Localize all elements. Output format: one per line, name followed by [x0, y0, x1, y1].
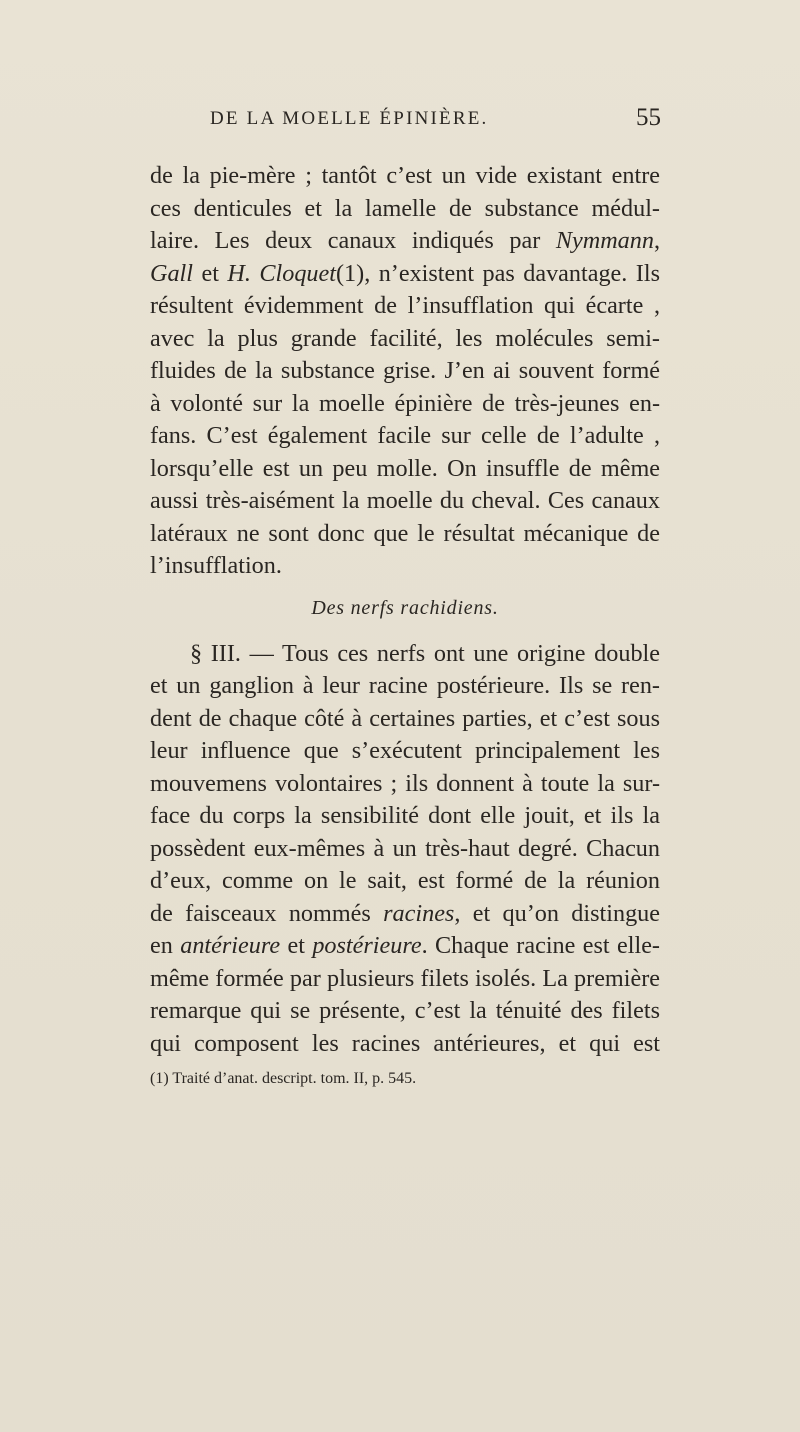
main-text — [150, 160, 660, 1090]
text-line: remarque qui se présente, c’est la ténuité des filets — [150, 997, 660, 1024]
text-line: même formée par plusieurs filets isolés. La première — [150, 964, 660, 992]
term-racines: racines — [383, 899, 455, 927]
text-run: , n’existent pas davantage. Ils — [364, 259, 660, 287]
text-line: lorsqu’elle est un peu molle. On insuffle de même — [150, 454, 660, 482]
text-line: possèdent eux-mêmes à un très-haut degré. Chacun — [150, 834, 660, 862]
text-line: dent de chaque côté à certaines parties, et c’est sous — [150, 704, 660, 732]
text-run: , — [653, 227, 660, 254]
text-line: avec la plus grande facilité, les molécules semi- — [150, 324, 660, 352]
author-name-cloquet: H. Cloquet — [227, 259, 336, 287]
author-name-nymmann: Nymmann — [555, 227, 654, 254]
text-run: en — [150, 932, 181, 959]
footnote-reference: (1) — [335, 259, 365, 287]
term-posterieure: postérieure — [312, 932, 422, 959]
text-line: fans. C’est également facile sur celle de l’adulte , — [150, 422, 660, 449]
term-anterieure: antérieure — [180, 932, 281, 959]
text-line: de la pie-mère ; tantôt c’est un vide existant entre — [150, 162, 660, 189]
running-title: DE LA MOELLE ÉPINIÈRE. — [210, 108, 489, 129]
text-line: mouvemens volontaires ; ils donnent à toute la sur- — [150, 769, 660, 797]
text-line — [150, 258, 660, 291]
section-heading: Des nerfs rachidiens. — [311, 596, 499, 619]
text-line: d’eux, comme on le sait, est formé de la réunion — [150, 867, 660, 894]
text-line: et un ganglion à leur racine postérieure. Ils se ren- — [150, 672, 660, 699]
text-run: . Chaque racine est elle- — [421, 932, 660, 959]
text-line — [150, 930, 660, 963]
text-line: aussi très-aisément la moelle du cheval. Ces canaux — [150, 487, 660, 514]
text-run: de faisceaux nommés — [150, 899, 384, 927]
text-line: à volonté sur la moelle épinière de très-jeunes en- — [150, 389, 660, 417]
text-line — [150, 898, 660, 931]
text-line: § III. — Tous ces nerfs ont une origine double — [190, 639, 660, 667]
text-run: laire. Les deux canaux indiqués par — [150, 227, 556, 254]
text-run: et — [193, 259, 228, 287]
text-line: face du corps la sensibilité dont elle jouit, et ils la — [150, 802, 660, 829]
text-run: , et qu’on distingue — [454, 899, 660, 927]
text-run: et — [280, 932, 313, 959]
text-line: leur influence que s’exécutent principalement les — [150, 737, 660, 764]
text-line: latéraux ne sont donc que le résultat mécanique de — [150, 519, 660, 547]
author-name-gall: Gall — [150, 259, 194, 287]
text-line: résultent évidemment de l’insufflation qui écarte , — [150, 292, 660, 319]
text-line: qui composent les racines antérieures, et qui est — [150, 1029, 660, 1057]
text-line: l’insufflation. — [150, 552, 282, 579]
running-head — [0, 104, 800, 144]
text-line: ces denticules et la lamelle de substance médul- — [150, 194, 660, 222]
footnote: (1) Traité d’anat. descript. tom. II, p. 545. — [150, 1070, 417, 1087]
text-line: fluides de la substance grise. J’en ai souvent formé — [150, 357, 660, 384]
text-line — [150, 225, 660, 258]
page-number: 55 — [636, 104, 661, 131]
